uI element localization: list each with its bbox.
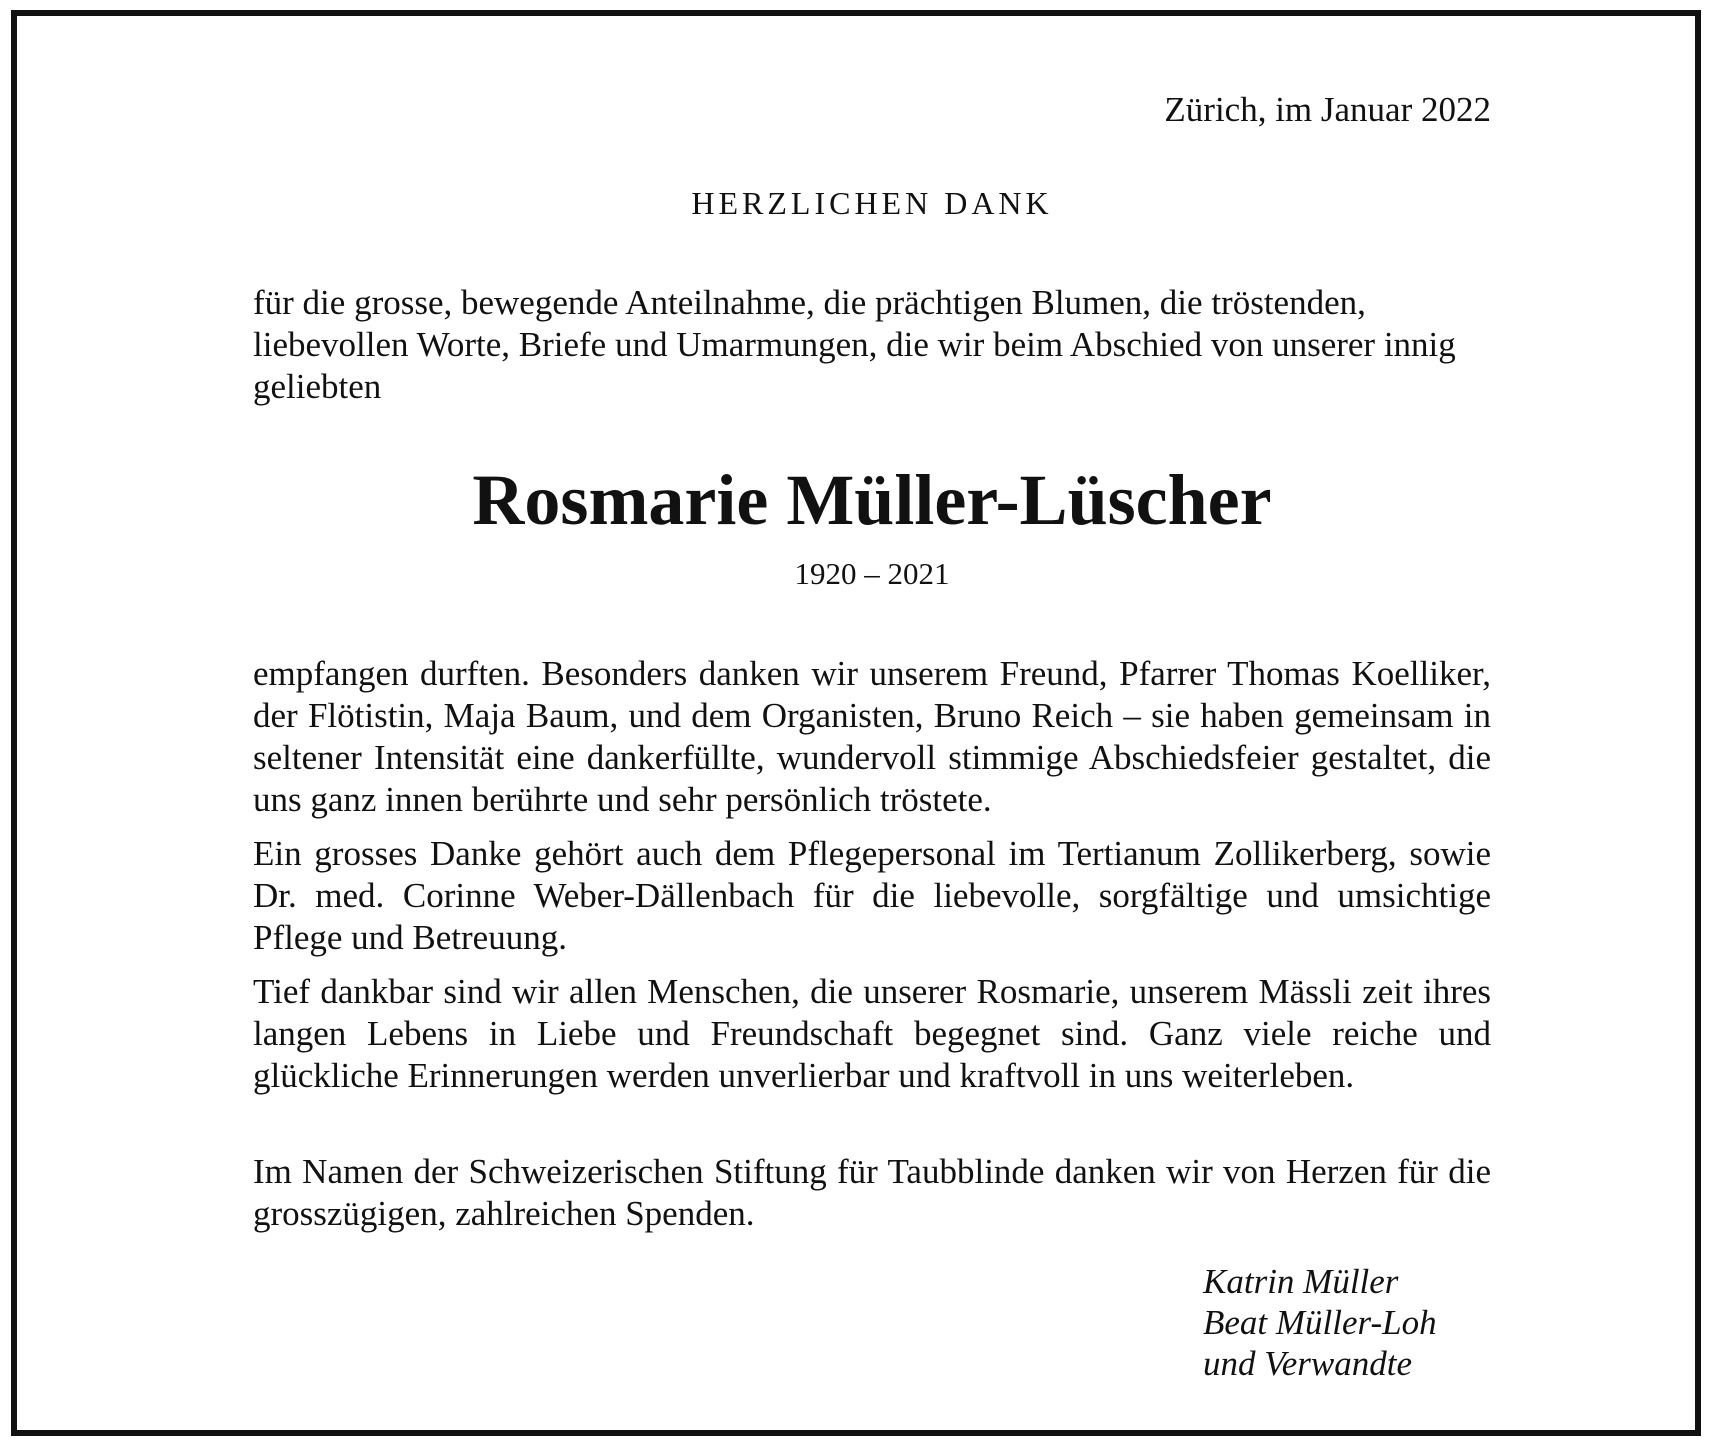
signature-line: Katrin Müller <box>1203 1262 1399 1301</box>
notice-frame <box>11 10 1701 1436</box>
paragraph-thanks-ceremony: empfangen durften. Besonders danken wir unserem Freund, Pfarrer Thomas Koelliker, der Flötistin, Maja Baum, und dem Organisten, Bruno Reich – sie haben gemeinsam in seltener Intensität eine dankerfüllte, wundervoll stimmige Abschiedsfeier gestaltet, die uns ganz innen berührte und sehr persönlich tröstete. <box>253 654 1491 819</box>
paragraph-thanks-friends: Tief dankbar sind wir allen Menschen, die unserer Rosmarie, unserem Mässli zeit ihres langen Lebens in Liebe und Freundschaft begegnet sind. Ganz viele reiche und glückliche Erinnerungen werden unverlierbar und kraftvoll in uns weiterleben. <box>253 972 1491 1095</box>
life-years: 1920 – 2021 <box>794 556 950 591</box>
place-date: Zürich, im Januar 2022 <box>1164 90 1491 129</box>
signature-line: und Verwandte <box>1203 1344 1413 1383</box>
signature-line: Beat Müller-Loh <box>1203 1303 1437 1342</box>
paragraph-thanks-donations: Im Namen der Schweizerischen Stiftung für Taubblinde danken wir von Herzen für die grosszügigen, zahlreichen Spenden. <box>253 1152 1491 1233</box>
notice-heading: HERZLICHEN DANK <box>691 185 1053 221</box>
intro-paragraph: für die grosse, bewegende Anteilnahme, die prächtigen Blumen, die tröstenden, liebevollen Worte, Briefe und Umarmungen, die wir beim Abschied von unserer innig geliebten <box>253 283 1456 406</box>
paragraph-thanks-care: Ein grosses Danke gehört auch dem Pflegepersonal im Tertianum Zollikerberg, sowie Dr. med. Corinne Weber-Dällenbach für die liebevolle, sorgfältige und umsichtige Pflege und Betreuung. <box>253 834 1491 957</box>
signatures <box>1203 1261 1437 1384</box>
deceased-name: Rosmarie Müller-Lüscher <box>472 460 1272 540</box>
